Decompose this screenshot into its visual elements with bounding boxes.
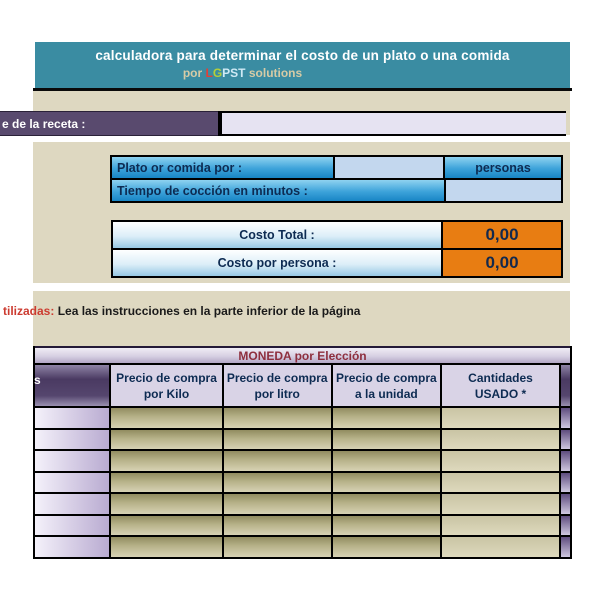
value-cell[interactable] xyxy=(224,537,333,559)
value-cell[interactable] xyxy=(111,537,223,559)
value-cell[interactable] xyxy=(111,516,223,538)
page-title: calculadora para determinar el costo de un plato o una comida xyxy=(95,48,510,63)
clipped-cell xyxy=(561,473,570,495)
value-cell[interactable] xyxy=(111,451,223,473)
value-cell[interactable] xyxy=(333,408,442,430)
value-cell[interactable] xyxy=(442,516,561,538)
value-cell[interactable] xyxy=(333,451,442,473)
value-cell[interactable] xyxy=(442,473,561,495)
value-cell[interactable] xyxy=(224,473,333,495)
value-cell[interactable] xyxy=(333,516,442,538)
ingredient-row xyxy=(35,473,570,495)
ingredients-table xyxy=(33,346,572,559)
cost-table xyxy=(111,220,563,278)
ingredient-column-header xyxy=(35,365,111,408)
ingredient-row xyxy=(35,408,570,430)
clipped-column-header xyxy=(561,365,570,408)
price-per-litre-header xyxy=(224,365,333,408)
ingredient-name-cell[interactable] xyxy=(35,537,111,559)
value-cell[interactable] xyxy=(333,430,442,452)
servings-row xyxy=(112,157,561,180)
ingredient-name-cell[interactable] xyxy=(35,494,111,516)
clipped-cell xyxy=(561,537,570,559)
recipe-name-label: e de la receta : xyxy=(0,111,218,136)
header-line: Cantidades xyxy=(468,370,533,385)
value-cell[interactable] xyxy=(111,408,223,430)
header-line: a la unidad xyxy=(355,386,418,401)
value-cell[interactable] xyxy=(333,494,442,516)
brand-letter-l: L xyxy=(205,66,213,80)
value-cell[interactable] xyxy=(442,408,561,430)
per-person-cost-value: 0,00 xyxy=(443,250,561,276)
total-cost-label: Costo Total : xyxy=(113,222,443,248)
value-cell[interactable] xyxy=(442,494,561,516)
byline xyxy=(35,66,450,80)
total-cost-row xyxy=(113,222,561,250)
per-person-cost-row xyxy=(113,250,561,276)
clipped-cell xyxy=(561,494,570,516)
ingredient-name-cell[interactable] xyxy=(35,451,111,473)
clipped-cell xyxy=(561,430,570,452)
servings-table xyxy=(110,155,563,203)
header-line: Precio de compra xyxy=(336,370,437,385)
clipped-cell xyxy=(561,516,570,538)
value-cell[interactable] xyxy=(224,408,333,430)
note-highlight: tilizadas: xyxy=(3,304,55,318)
ingredient-name-cell[interactable] xyxy=(35,516,111,538)
value-cell[interactable] xyxy=(111,494,223,516)
servings-label: Plato or comida por : xyxy=(112,157,335,178)
value-cell[interactable] xyxy=(111,473,223,495)
header-line: por litro xyxy=(254,386,300,401)
clipped-cell xyxy=(561,408,570,430)
byline-prefix: por xyxy=(182,66,206,80)
ingredient-header-fragment: s xyxy=(34,373,41,387)
value-cell[interactable] xyxy=(333,537,442,559)
clipped-cell xyxy=(561,451,570,473)
byline-suffix: solutions xyxy=(245,66,303,80)
value-cell[interactable] xyxy=(224,494,333,516)
value-cell[interactable] xyxy=(224,516,333,538)
price-per-kilo-header xyxy=(111,365,223,408)
header-line: Precio de compra xyxy=(226,370,328,385)
header-line: Precio de compra xyxy=(116,370,217,385)
cooking-time-label: Tiempo de cocción en minutos : xyxy=(112,180,446,201)
table-body xyxy=(35,408,570,559)
ingredient-name-cell[interactable] xyxy=(35,408,111,430)
total-cost-value: 0,00 xyxy=(443,222,561,248)
value-cell[interactable] xyxy=(442,430,561,452)
ingredient-name-cell[interactable] xyxy=(35,473,111,495)
quantities-used-header xyxy=(442,365,561,408)
value-cell[interactable] xyxy=(333,473,442,495)
value-cell[interactable] xyxy=(442,537,561,559)
beige-panel-bottom xyxy=(33,291,570,346)
per-person-cost-label: Costo por persona : xyxy=(113,250,443,276)
price-per-unit-header xyxy=(333,365,442,408)
header-line: USADO * xyxy=(474,386,527,401)
value-cell[interactable] xyxy=(442,451,561,473)
note-text: Lea las instrucciones en la parte inferior de la página xyxy=(54,304,361,318)
cooking-time-row xyxy=(112,180,561,201)
value-cell[interactable] xyxy=(111,430,223,452)
servings-input[interactable] xyxy=(335,157,445,178)
ingredient-name-cell[interactable] xyxy=(35,430,111,452)
value-cell[interactable] xyxy=(224,451,333,473)
recipe-name-input[interactable] xyxy=(218,111,566,136)
servings-unit-label: personas xyxy=(445,157,561,178)
instructions-note xyxy=(3,304,360,318)
brand-letters-pst: PST xyxy=(222,66,246,80)
currency-header: MONEDA por Elección xyxy=(35,346,570,365)
app-banner xyxy=(35,42,570,88)
ingredient-row xyxy=(35,516,570,538)
header-line: por Kilo xyxy=(143,386,190,401)
table-header-row xyxy=(35,365,570,408)
ingredient-row xyxy=(35,537,570,559)
cooking-time-input[interactable] xyxy=(446,180,561,201)
ingredient-row xyxy=(35,494,570,516)
value-cell[interactable] xyxy=(224,430,333,452)
ingredient-row xyxy=(35,430,570,452)
recipe-name-row xyxy=(0,111,566,136)
ingredient-row xyxy=(35,451,570,473)
brand-letter-g: G xyxy=(212,66,223,80)
